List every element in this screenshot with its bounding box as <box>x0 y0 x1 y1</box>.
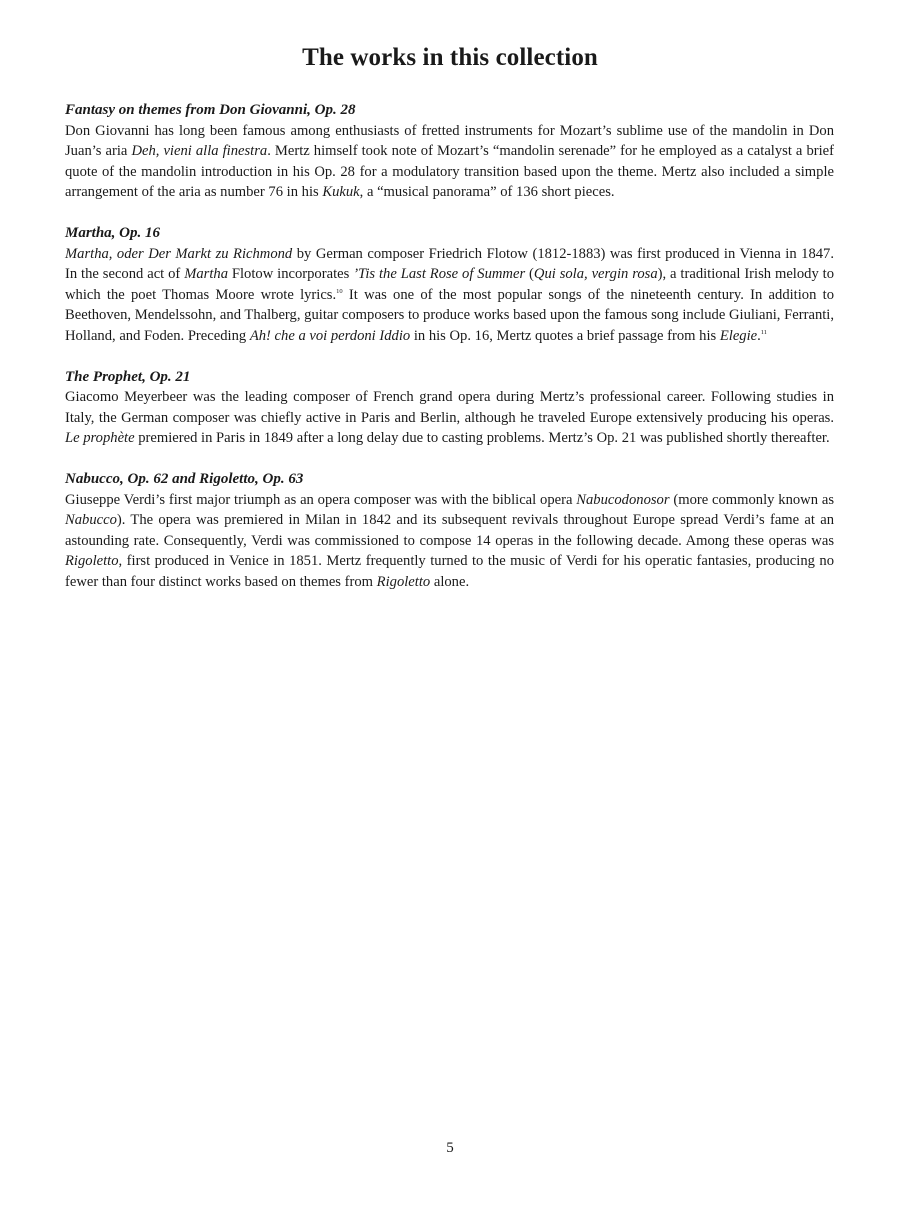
text-run: ( <box>525 266 534 283</box>
text-run: . <box>757 327 761 344</box>
italic-title: Deh, vieni alla finestra <box>131 143 268 160</box>
italic-title: Rigoletto <box>376 573 431 590</box>
italic-title: Nabucco <box>65 512 117 529</box>
text-run: Giuseppe Verdi’s first major triumph as an opera composer was with the biblical opera <box>65 491 577 508</box>
text-run: ). The opera was premiered in Milan in 1842 and its subsequent revivals throughout Europe spread Verdi’s fame at an astounding rate. Consequently, Verdi was commissioned to compose 14 operas in the following decade. Among these operas was <box>65 512 834 549</box>
italic-title: Ah! che a voi perdoni Iddio <box>249 327 411 344</box>
section-body <box>65 387 834 449</box>
text-run: , a “musical panorama” of 136 short pieces. <box>359 184 615 201</box>
text-run: by German composer Friedrich Flotow (1812-1883) was first produced in Vienna in 1847. In the second act of <box>65 245 834 283</box>
content-column <box>65 100 834 612</box>
text-run: premiered in Paris in 1849 after a long delay due to casting problems. Mertz’s Op. 21 was published shortly thereafter. <box>134 430 830 447</box>
text-run: in his Op. 16, Mertz quotes a brief passage from his <box>410 327 720 344</box>
text-run: Giacomo Meyerbeer was the leading composer of French grand opera during Mertz’s professional career. Following studies in Italy, the German composer was chiefly active in Paris and Berlin, although he traveled Europe extensively producing his operas. <box>65 389 834 426</box>
footnote-ref: 11 <box>760 329 768 337</box>
section-heading: Martha, Op. 16 <box>65 224 161 241</box>
section-martha <box>65 223 834 347</box>
section-heading: Fantasy on themes from Don Giovanni, Op. 28 <box>65 102 356 118</box>
italic-title: Rigoletto <box>65 553 119 570</box>
text-run: . Mertz himself took note of Mozart’s “mandolin serenade” for he employed as a catalyst a brief quote of the mandolin introduction in his Op. 28 for a modulatory transition based upon the theme. Mertz also included a simple arrangement of the aria as number 76 in his <box>65 143 834 201</box>
section-heading: The Prophet, Op. 21 <box>65 368 191 385</box>
italic-title: Nabucodonosor <box>576 491 670 508</box>
page-number: 5 <box>446 1140 454 1156</box>
section-nabucco-rigoletto <box>65 469 834 593</box>
page-title: The works in this collection <box>302 44 598 71</box>
italic-title: ’Tis the Last Rose of Summer <box>353 266 526 283</box>
italic-title: Martha, oder Der Markt zu Richmond <box>65 245 293 262</box>
section-body <box>65 244 834 347</box>
italic-title: Elegie <box>719 327 758 344</box>
text-run: alone. <box>430 573 470 590</box>
text-run: , first produced in Venice in 1851. Mertz frequently turned to the music of Verdi for his operatic fantasies, producing no fewer than four distinct works based on themes from <box>65 553 834 590</box>
section-don-giovanni <box>65 100 834 203</box>
footnote-ref: 10 <box>336 287 343 295</box>
italic-title: Le prophète <box>65 430 135 447</box>
italic-title: Kukuk <box>322 184 360 201</box>
italic-title: Qui sola, vergin rosa <box>533 266 658 283</box>
italic-title: Martha <box>184 266 228 283</box>
text-run: ), a traditional Irish melody to which the poet Thomas Moore wrote lyrics. <box>65 266 834 303</box>
text-run: Flotow incorporates <box>227 266 354 283</box>
text-run: (more commonly known as <box>669 491 834 508</box>
section-body <box>65 121 834 203</box>
text-run: Don Giovanni has long been famous among enthusiasts of fretted instruments for Mozart’s sublime use of the mandolin in Don Juan’s aria <box>65 122 834 160</box>
text-run: It was one of the most popular songs of the nineteenth century. In addition to Beethoven, Mendelssohn, and Thalberg, guitar composers to produce works based upon the famous song include Giuliani, Ferranti, Holland, and Foden. Preceding <box>65 286 834 344</box>
section-the-prophet <box>65 367 834 449</box>
section-body <box>65 490 834 593</box>
section-heading: Nabucco, Op. 62 and Rigoletto, Op. 63 <box>65 470 304 487</box>
